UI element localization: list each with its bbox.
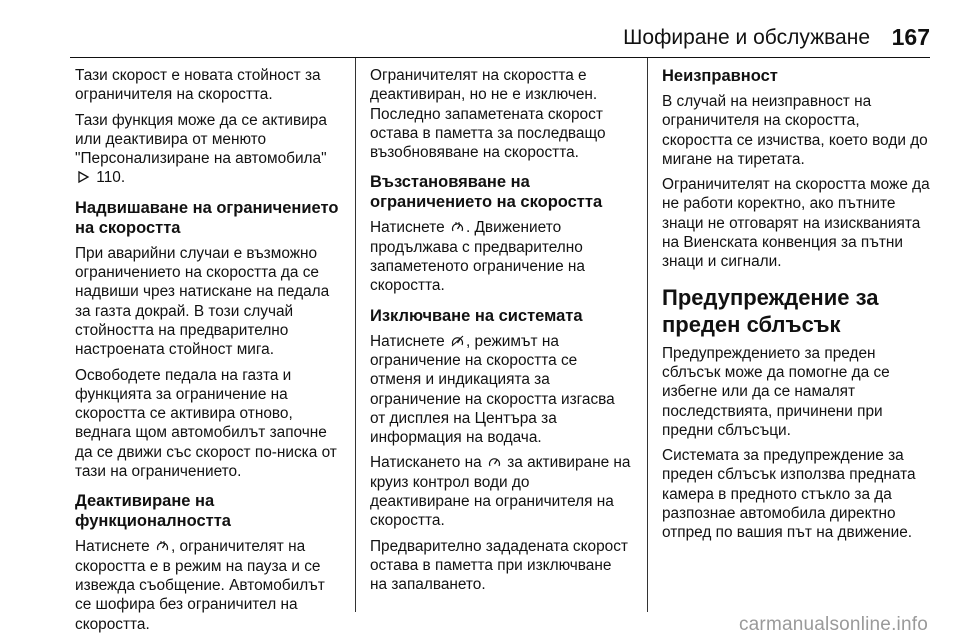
paragraph: Системата за предупреждение за преден сблъсък използва предната камера в предното стъкло за да разпознае автомобила директно отпред по вашия път на движение. (662, 447, 916, 542)
column-divider (647, 58, 648, 612)
watermark-text: carmanualsonline.info (738, 614, 928, 635)
paragraph: Ограничителят на скоростта е деактивиран, но не е изключен. Последно запаметената скорост остава в паметта за последващо възобновяване на скоростта. (370, 67, 606, 162)
paragraph (370, 453, 632, 530)
column-middle (370, 62, 632, 614)
paragraph: При аварийни случаи е възможно ограничението на скоростта да се надвиши чрез натискане на педала за газта докрай. В този случай стойността на предварително настроената стойност мига. (75, 244, 330, 359)
paragraph: Предварително зададената скорост остава в паметта при изключване на запалването. (370, 537, 628, 594)
paragraph-text: . Движението продължава с предварително запаметеното ограничение на скоростта. (370, 219, 585, 295)
chapter-heading-forward-collision: Предупреждение за преден сблъсък (662, 284, 879, 337)
paragraph-text: Тази функция може да се активира или деактивира от менюто "Персонализиране на автомобила" (75, 111, 327, 168)
paragraph: Ограничителят на скоростта може да не работи коректно, ако пътните знаци не отговарят на изискванията на Виенската конвенция за пътни знаци и сигнали. (662, 176, 930, 271)
page-reference-triangle-icon (77, 171, 90, 183)
page-number: 167 (891, 24, 930, 50)
paragraph-text: за активиране на круиз контрол води до деактивиране на ограничителя на скоростта. (370, 454, 631, 530)
section-heading-off: Изключване на системата (370, 306, 583, 325)
section-heading-resume: Възстановяване на ограничението на скоростта (370, 173, 603, 212)
paragraph-text: Натискането на (370, 454, 482, 472)
section-heading-override: Надвишаване на ограничението на скоростта (75, 198, 339, 237)
column-right (662, 62, 934, 614)
paragraph: Предупреждението за преден сблъсък може да помогне да се избегне или да се намалят последствията, причинени при предни сблъсъци. (662, 344, 890, 439)
paragraph-text: , режимът на ограничение на скоростта се отменя и индикацията за ограничение на скоростта изгасва от дисплея на Центъра за информация на водача. (370, 332, 615, 447)
paragraph: Тази скорост е новата стойност за ограничителя на скоростта. (75, 67, 321, 104)
paragraph (75, 537, 345, 633)
paragraph-text: Натиснете (370, 219, 445, 237)
paragraph (75, 111, 345, 188)
paragraph-text: Натиснете (75, 538, 150, 556)
chapter-title: Шофиране и обслужване (623, 26, 870, 49)
paragraph-text: , ограничителят на скоростта е в режим на пауза и се извежда съобщение. Автомобилът се шофира без ограничител на скоростта. (75, 538, 325, 633)
header-rule (70, 57, 930, 58)
cruise-control-icon (488, 456, 501, 468)
column-divider (355, 58, 356, 612)
page-header (0, 0, 960, 58)
paragraph (370, 218, 632, 295)
paragraph: Освободете педала на газта и функцията за ограничение на скоростта се активира отново, веднага щом автомобилът започне да се движи със скорост по-ниска от тази на ограничението. (75, 366, 337, 481)
column-left (75, 62, 345, 633)
speed-limiter-pause-icon (451, 221, 464, 233)
speed-limiter-pause-icon (156, 540, 169, 552)
speed-limiter-off-icon (451, 335, 464, 347)
section-heading-deactivate: Деактивиране на функционалността (75, 492, 231, 531)
paragraph (370, 332, 632, 448)
paragraph-text: Натиснете (370, 332, 445, 350)
section-heading-fault: Неизправност (662, 67, 778, 85)
page-reference[interactable]: 110. (96, 169, 126, 187)
paragraph: В случай на неизправност на ограничителя на скоростта, скоростта се изчиства, което води до мигане на тиретата. (662, 93, 928, 168)
